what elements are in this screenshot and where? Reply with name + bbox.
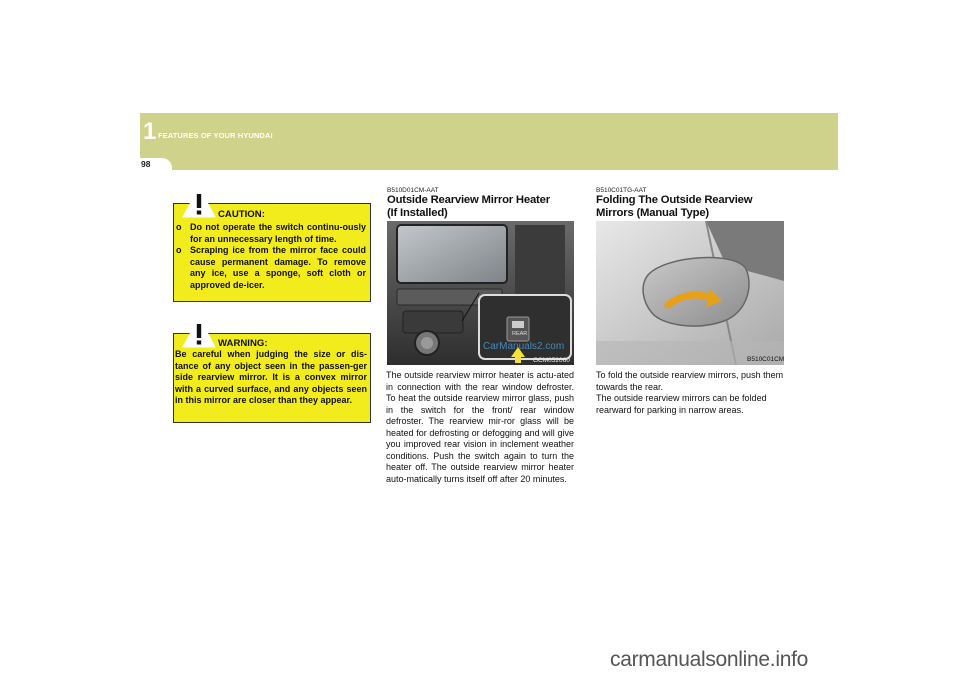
image-watermark: CarManuals2.com [483,341,565,352]
list-item [176,222,366,245]
bullet: o [176,245,182,256]
section-code: B510D01CM-AAT [387,187,439,194]
section-code: B510C01TG-AAT [596,187,647,194]
chapter-number: 1 [143,118,157,145]
caution-list [176,222,366,292]
caution-heading: CAUTION: [218,209,265,220]
footer-watermark: carmanualsonline.info [610,648,808,671]
section-title-line: Mirrors (Manual Type) [596,207,709,219]
exclamation-triangle-icon [182,316,216,348]
list-item [176,245,366,291]
section-title-line: Outside Rearview Mirror Heater [387,194,550,206]
switch-label: REAR [512,331,528,337]
exclamation-triangle-icon [182,186,216,218]
section-title-line: (If Installed) [387,207,448,219]
body-paragraph: The outside rearview mirrors can be folded rearward for parking in narrow areas. [596,393,767,415]
header-band [140,113,838,170]
figure-code: B510C01CM [747,356,785,363]
section-title-line: Folding The Outside Rearview [596,194,753,206]
chapter-title: FEATURES OF YOUR HYUNDAI [158,131,273,140]
caution-item-text: Do not operate the switch continu-ously for an unnecessary length of time. [190,222,366,244]
mirror-photo [596,221,784,365]
figure-code: GCM052060 [533,357,570,364]
bullet: o [176,222,182,232]
section-title [596,194,786,220]
warning-heading: WARNING: [218,338,268,349]
page-number: 98 [141,159,151,169]
caution-item-text: Scraping ice from the mirror face could cause permanent damage. To remove any ice, use a sponge, soft cloth or approved de-icer. [190,245,366,290]
warning-text: Be careful when judging the size or dis-tance of any object seen in the passen-ger side rearview mirror. It is a convex mirror with a curved surface, and any objects seen in this mirror are closer than they appear. [175,349,367,405]
body-paragraph: To fold the outside rearview mirrors, push them towards the rear. [596,370,784,392]
section-title [387,194,577,220]
folding-body-text [596,370,786,416]
mirror-illustration [596,221,784,365]
heater-body-text: The outside rearview mirror heater is actu-ated in connection with the rear window defroster. To heat the outside rearview mirror glass, push in the switch for the front/ rear window defroster. The rearview mir-ror glass will be heated for defrosting or defogging and will give you improved rear vision in inclement weather conditions. Push the switch again to turn the heater off. The outside rearview mirror heater auto-matically turns itself off after 20 minutes. [386,370,574,484]
